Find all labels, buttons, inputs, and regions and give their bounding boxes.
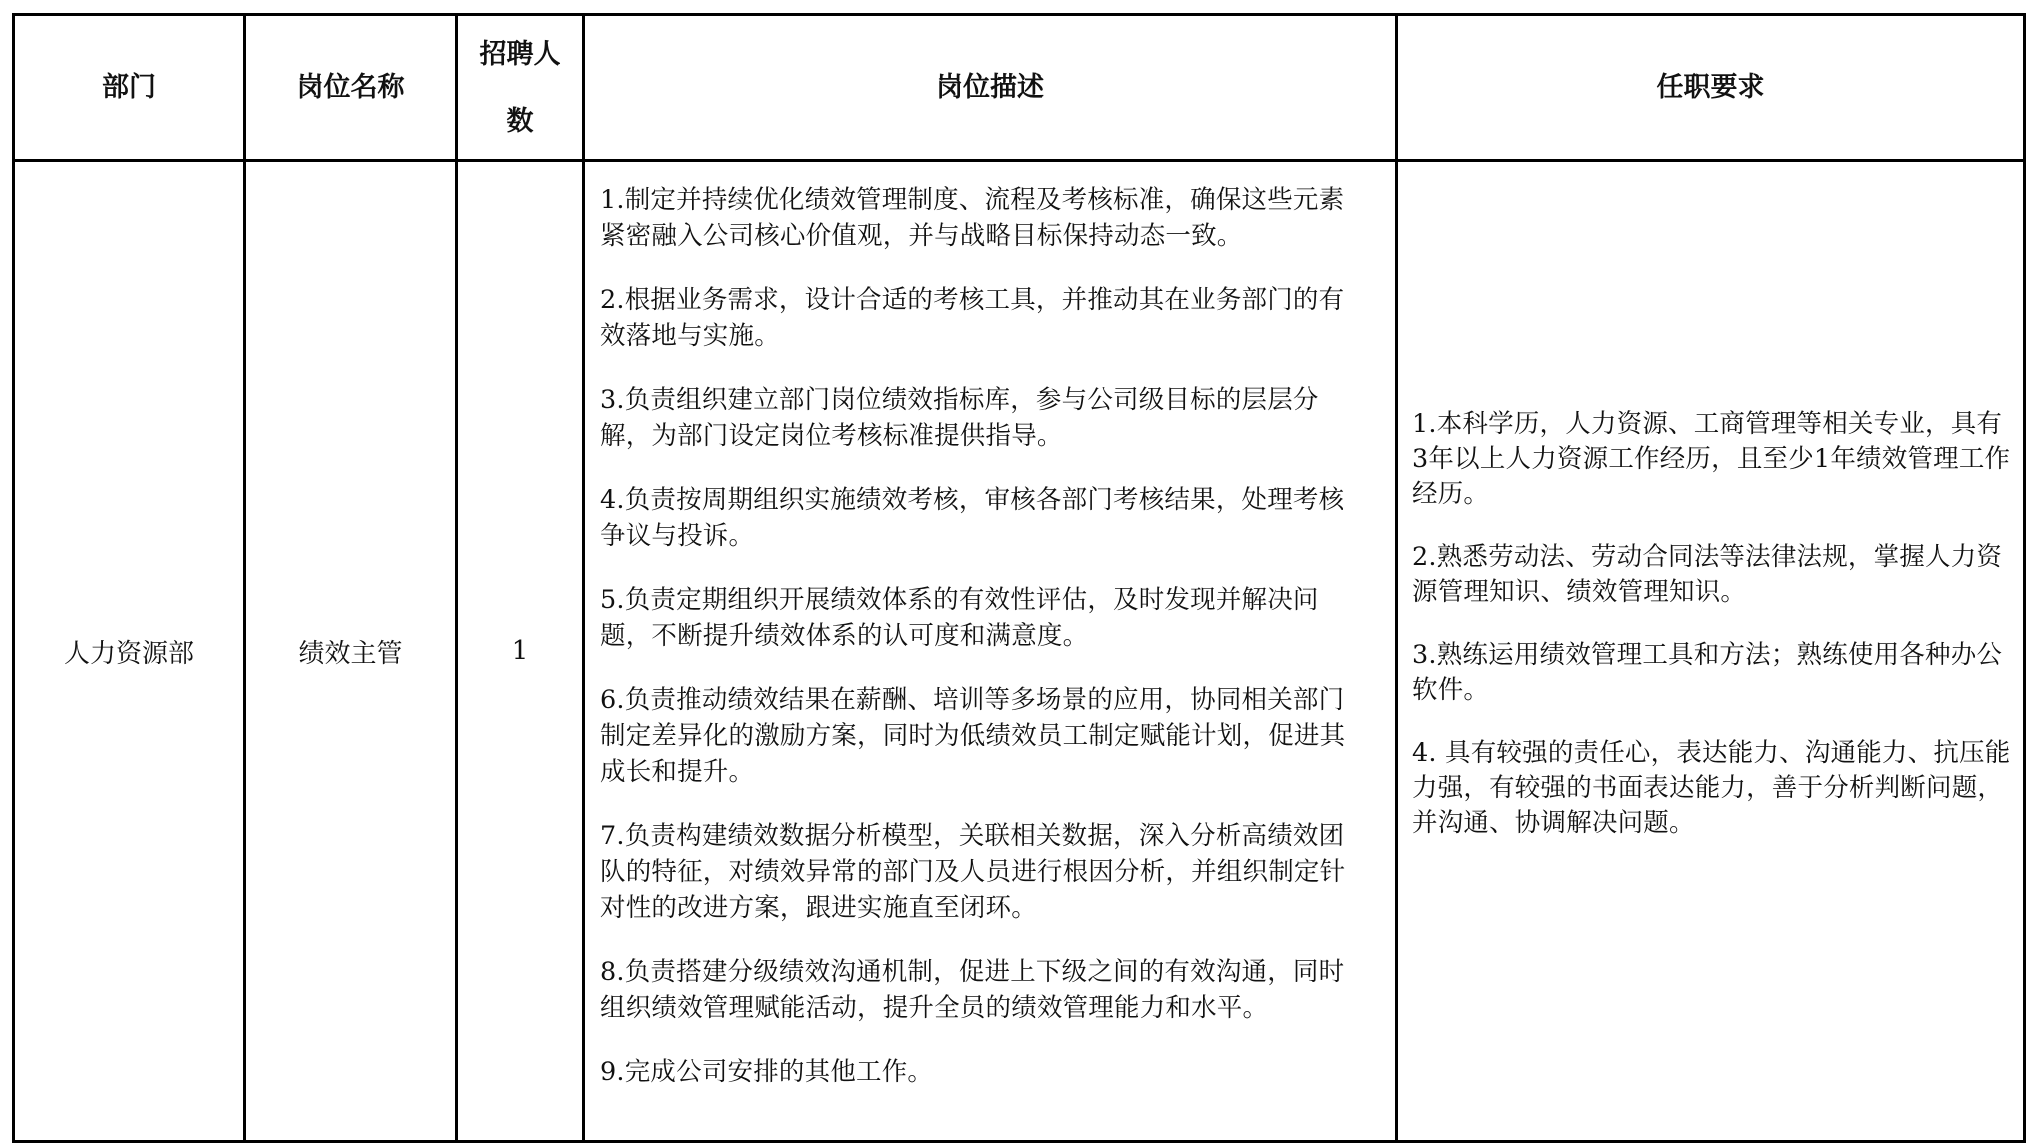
cell-headcount: 1 <box>457 161 584 1142</box>
requirement-item: 1.本科学历，人力资源、工商管理等相关专业，具有3年以上人力资源工作经历，且至少1年绩效管理工作经历。 <box>1412 408 2011 509</box>
cell-requirements <box>1397 161 2025 1142</box>
cell-department: 人力资源部 <box>14 161 245 1142</box>
description-item: 2.根据业务需求，设计合适的考核工具，并推动其在业务部门的有效落地与实施。 <box>600 285 1345 351</box>
requirement-item: 2.熟悉劳动法、劳动合同法等法律法规，掌握人力资源管理知识、绩效管理知识。 <box>1412 541 2003 607</box>
requirement-item: 3.熟练运用绩效管理工具和方法；熟练使用各种办公软件。 <box>1412 639 2003 705</box>
description-item: 4.负责按周期组织实施绩效考核，审核各部门考核结果，处理考核争议与投诉。 <box>600 485 1345 551</box>
description-item: 7.负责构建绩效数据分析模型，关联相关数据，深入分析高绩效团队的特征，对绩效异常的部门及人员进行根因分析，并组织制定针对性的改进方案，跟进实施直至闭环。 <box>600 821 1346 923</box>
header-position: 岗位名称 <box>245 15 457 161</box>
header-headcount-label: 招聘人数 <box>479 38 561 137</box>
description-item: 3.负责组织建立部门岗位绩效指标库，参与公司级目标的层层分解，为部门设定岗位考核标准提供指导。 <box>600 385 1319 451</box>
description-item: 6.负责推动绩效结果在薪酬、培训等多场景的应用，协同相关部门制定差异化的激励方案，同时为低绩效员工制定赋能计划，促进其成长和提升。 <box>600 685 1346 787</box>
description-item: 8.负责搭建分级绩效沟通机制，促进上下级之间的有效沟通，同时组织绩效管理赋能活动，提升全员的绩效管理能力和水平。 <box>600 957 1345 1023</box>
header-headcount <box>457 15 584 161</box>
description-item: 9.完成公司安排的其他工作。 <box>600 1057 934 1087</box>
header-department: 部门 <box>14 15 245 161</box>
header-row <box>14 15 2025 161</box>
requirement-item: 4. 具有较强的责任心，表达能力、沟通能力、抗压能力强，有较强的书面表达能力，善于分析判断问题，并沟通、协调解决问题。 <box>1412 737 2011 838</box>
header-requirements: 任职要求 <box>1397 15 2025 161</box>
description-item: 5.负责定期组织开展绩效体系的有效性评估，及时发现并解决问题，不断提升绩效体系的认可度和满意度。 <box>600 585 1319 651</box>
table-body <box>14 161 2025 1142</box>
table-header <box>14 15 2025 161</box>
job-posting-table <box>12 13 2026 1143</box>
table-row <box>14 161 2025 1142</box>
cell-description <box>584 161 1397 1142</box>
header-description: 岗位描述 <box>584 15 1397 161</box>
cell-position: 绩效主管 <box>245 161 457 1142</box>
description-item: 1.制定并持续优化绩效管理制度、流程及考核标准，确保这些元素紧密融入公司核心价值观，并与战略目标保持动态一致。 <box>600 185 1345 251</box>
